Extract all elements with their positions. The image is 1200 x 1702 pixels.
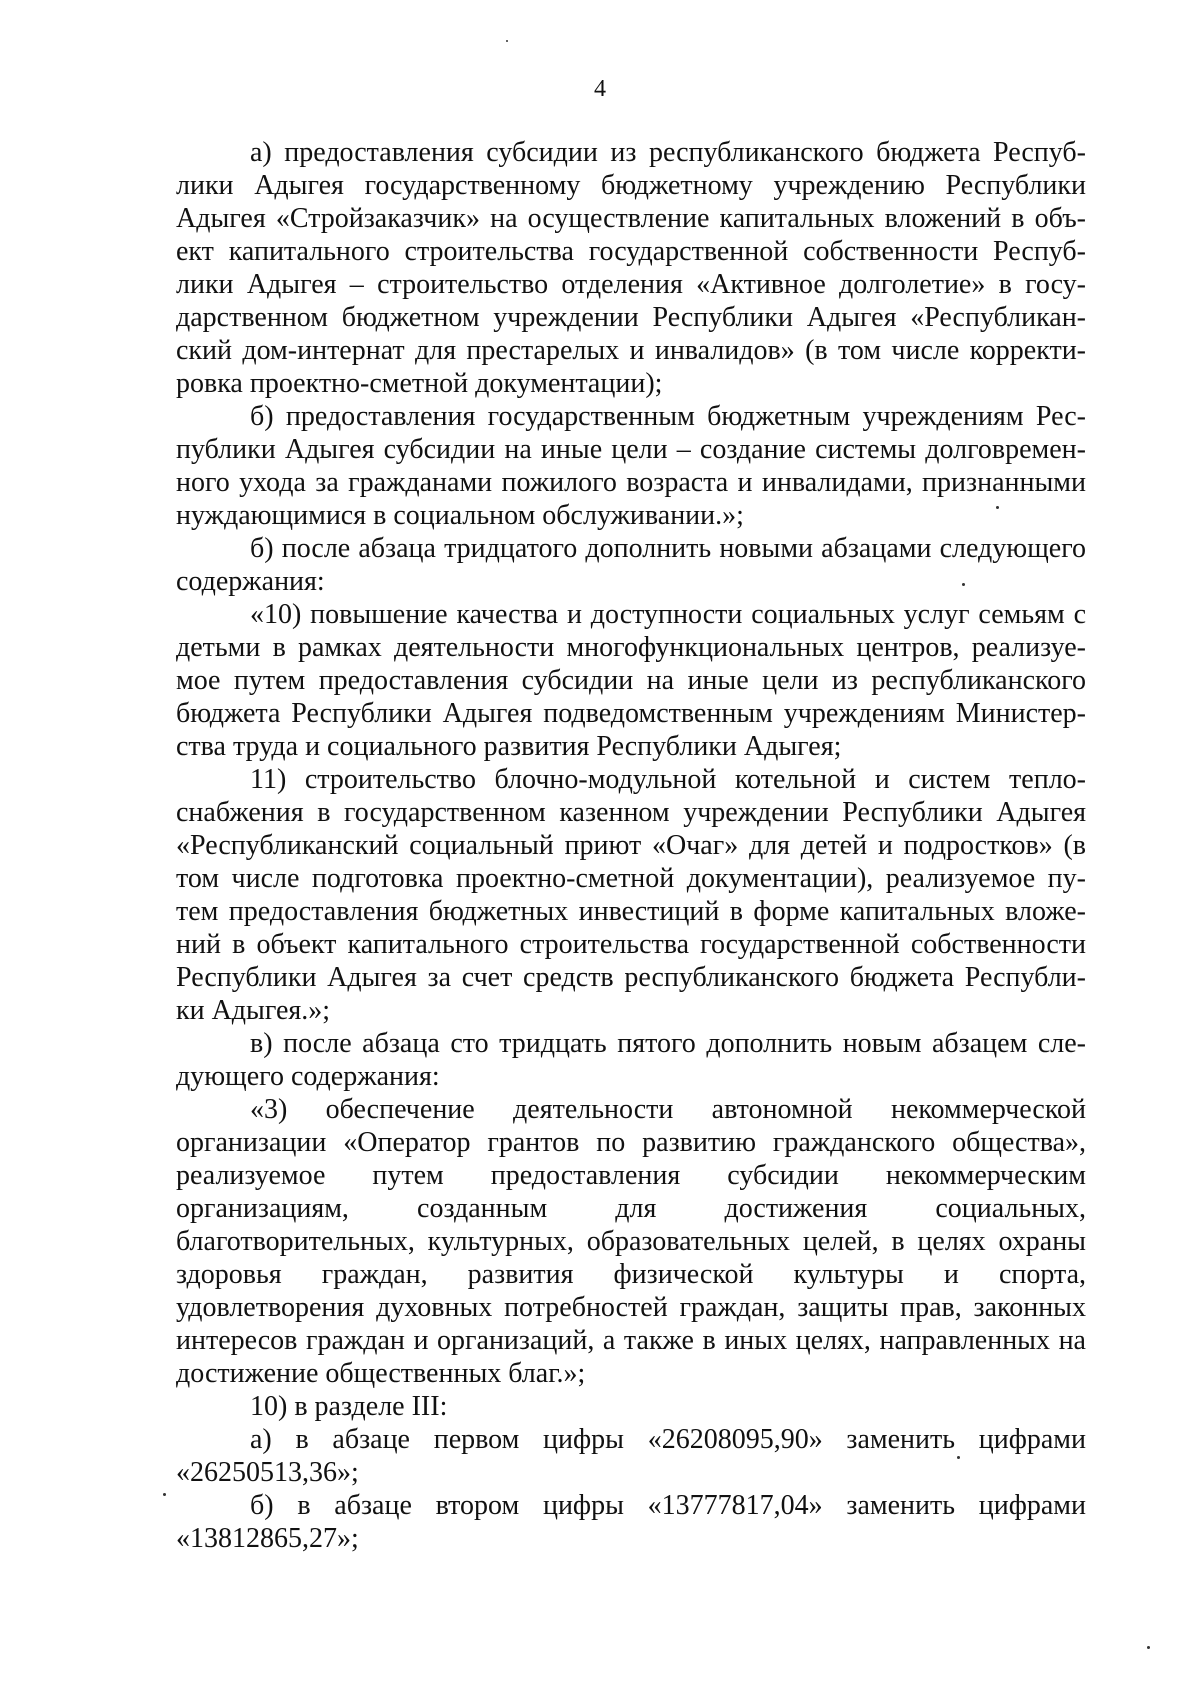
text-line: удовлетворения духовных потребностей граждан, защиты прав, законных — [176, 1292, 1086, 1323]
text-line: том числе подготовка проектно-сметной документации), реализуемое пу- — [176, 863, 1086, 894]
text-line: 11) строительство блочно-модульной котельной и систем тепло- — [250, 764, 1086, 795]
scan-speck — [163, 1493, 166, 1496]
text-line: организации «Оператор грантов по развитию гражданского общества», — [176, 1127, 1086, 1158]
document-paragraph — [176, 598, 1086, 763]
text-line: Адыгея «Стройзаказчик» на осуществление капитальных вложений в объ- — [176, 203, 1086, 234]
text-line: снабжения в государственном казенном учреждении Республики Адыгея — [176, 797, 1086, 828]
document-paragraph — [176, 136, 1086, 400]
text-line: в) после абзаца сто тридцать пятого дополнить новым абзацем сле- — [250, 1028, 1086, 1059]
document-paragraph — [176, 1093, 1086, 1390]
text-line: ний в объект капитального строительства государственной собственности — [176, 929, 1086, 960]
text-line: «13812865,27»; — [176, 1523, 359, 1554]
text-line: реализуемое путем предоставления субсидии некоммерческим — [176, 1160, 1086, 1191]
document-paragraph — [176, 532, 1086, 598]
text-line: здоровья граждан, развития физической культуры и спорта, — [176, 1259, 1086, 1290]
text-line: «3) обеспечение деятельности автономной некоммерческой — [250, 1094, 1086, 1125]
text-line: интересов граждан и организаций, а также в иных целях, направленных на — [176, 1325, 1086, 1356]
text-line: детьми в рамках деятельности многофункциональных центров, реализуе- — [176, 632, 1086, 663]
text-line: благотворительных, культурных, образовательных целей, в целях охраны — [176, 1226, 1086, 1257]
document-paragraph — [176, 1423, 1086, 1489]
text-line: а) предоставления субсидии из республиканского бюджета Респуб- — [250, 137, 1086, 168]
text-line: организациям, созданным для достижения социальных, — [176, 1193, 1086, 1224]
document-paragraph — [176, 1027, 1086, 1093]
text-line: мое путем предоставления субсидии на иные цели из республиканского — [176, 665, 1086, 696]
text-line: нуждающимися в социальном обслуживании.»; — [176, 500, 744, 531]
text-line: содержания: — [176, 566, 325, 597]
text-line: «10) повышение качества и доступности социальных услуг семьям с — [250, 599, 1086, 630]
text-line: Республики Адыгея за счет средств республиканского бюджета Республи- — [176, 962, 1086, 993]
document-paragraph — [176, 400, 1086, 532]
text-line: б) предоставления государственным бюджетным учреждениям Рес- — [250, 401, 1086, 432]
text-line: а) в абзаце первом цифры «26208095,90» заменить цифрами — [250, 1424, 1086, 1455]
document-paragraph — [176, 1489, 1086, 1555]
scan-speck — [506, 40, 508, 42]
text-line: ект капитального строительства государственной собственности Респуб- — [176, 236, 1086, 267]
text-line: ровка проектно-сметной документации); — [176, 368, 663, 399]
text-line: дующего содержания: — [176, 1061, 440, 1092]
text-line: 10) в разделе III: — [250, 1391, 448, 1422]
text-line: ства труда и социального развития Республики Адыгея; — [176, 731, 842, 762]
text-line: ного ухода за гражданами пожилого возраста и инвалидами, признанными — [176, 467, 1086, 498]
text-line: публики Адыгея субсидии на иные цели – создание системы долговремен- — [176, 434, 1086, 465]
document-body — [176, 136, 1086, 1555]
text-line: ский дом-интернат для престарелых и инвалидов» (в том числе корректи- — [176, 335, 1086, 366]
text-line: «26250513,36»; — [176, 1457, 359, 1488]
text-line: лики Адыгея государственному бюджетному учреждению Республики — [176, 170, 1086, 201]
page-number: 4 — [594, 76, 606, 102]
scan-speck — [1147, 1646, 1150, 1649]
document-paragraph — [176, 1390, 1086, 1423]
text-line: ки Адыгея.»; — [176, 995, 331, 1026]
scan-speck — [962, 583, 965, 586]
text-line: тем предоставления бюджетных инвестиций в форме капитальных вложе- — [176, 896, 1086, 927]
scan-speck — [996, 506, 999, 509]
text-line: б) в абзаце втором цифры «13777817,04» заменить цифрами — [250, 1490, 1086, 1521]
text-line: б) после абзаца тридцатого дополнить новыми абзацами следующего — [250, 533, 1086, 564]
document-paragraph — [176, 763, 1086, 1027]
text-line: бюджета Республики Адыгея подведомственным учреждениям Министер- — [176, 698, 1086, 729]
text-line: дарственном бюджетном учреждении Республики Адыгея «Республикан- — [176, 302, 1086, 333]
text-line: «Республиканский социальный приют «Очаг» для детей и подростков» (в — [176, 830, 1086, 861]
text-line: достижение общественных благ.»; — [176, 1358, 586, 1389]
text-line: лики Адыгея – строительство отделения «Активное долголетие» в госу- — [176, 269, 1086, 300]
scan-speck — [957, 1456, 960, 1459]
